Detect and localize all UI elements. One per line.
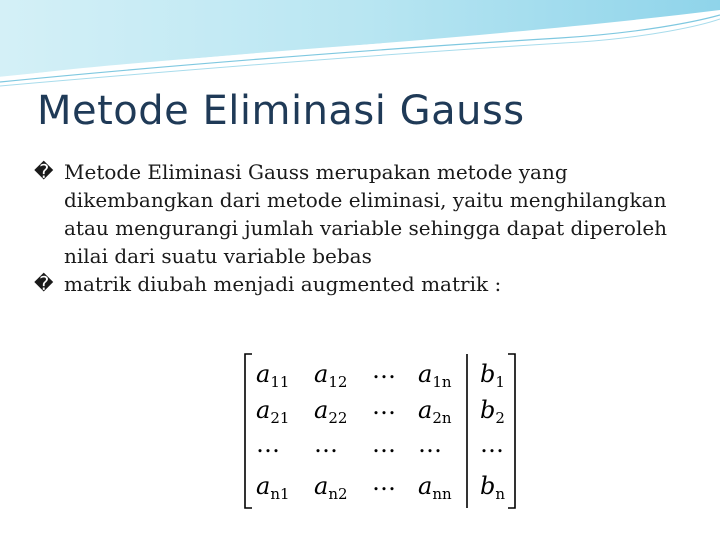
matrix-cell-subscript: n xyxy=(495,485,506,503)
matrix-cell-base: a xyxy=(418,396,433,424)
matrix-cell xyxy=(256,396,289,427)
matrix-cell xyxy=(480,472,505,503)
matrix-cell-base: a xyxy=(314,396,329,424)
bullet-list xyxy=(34,158,704,298)
bullet-text: matrik diubah menjadi augmented matrik : xyxy=(64,272,502,296)
bullet-marker-icon: � xyxy=(34,273,54,295)
matrix-cell xyxy=(418,430,442,458)
matrix-cell-base: b xyxy=(480,396,496,424)
matrix-cell-base: … xyxy=(372,430,396,458)
matrix-cell-subscript: 1 xyxy=(495,373,505,391)
matrix-cell xyxy=(418,396,452,427)
matrix-cell xyxy=(480,430,504,458)
matrix-cell-base: a xyxy=(256,472,271,500)
matrix-cell-base: … xyxy=(314,430,338,458)
matrix-cell-subscript: 21 xyxy=(270,409,290,427)
matrix-cell-base: … xyxy=(372,356,396,384)
slide-title: Metode Eliminasi Gauss xyxy=(37,88,525,134)
matrix-cell xyxy=(372,356,396,384)
augmented-matrix xyxy=(240,348,530,518)
matrix-cell xyxy=(418,360,452,391)
matrix-cell-base: … xyxy=(372,392,396,420)
matrix-cell-base: b xyxy=(480,472,496,500)
matrix-cell-base: a xyxy=(314,360,329,388)
matrix-cell-subscript: 2n xyxy=(432,409,452,427)
matrix-cell-subscript: n2 xyxy=(328,485,348,503)
matrix-cell xyxy=(372,430,396,458)
matrix-cell xyxy=(314,472,348,503)
matrix-cell-base: … xyxy=(480,430,504,458)
matrix-cell-base: b xyxy=(480,360,496,388)
matrix-cell xyxy=(314,360,347,391)
matrix-cell-base: … xyxy=(256,430,280,458)
matrix-cell-subscript: 12 xyxy=(328,373,348,391)
bullet-marker-icon: � xyxy=(34,161,54,183)
right-bracket xyxy=(508,354,515,508)
matrix-cell xyxy=(418,472,452,503)
matrix-cell-base: a xyxy=(418,472,433,500)
matrix-cell-subscript: 11 xyxy=(270,373,290,391)
matrix-cell-base: a xyxy=(256,396,271,424)
matrix-cell xyxy=(256,360,289,391)
matrix-cell-base: a xyxy=(256,360,271,388)
matrix-cell-base: a xyxy=(418,360,433,388)
bullet-item xyxy=(34,158,704,270)
decorative-header-band xyxy=(0,0,720,90)
matrix-cell xyxy=(372,468,396,496)
matrix-cell xyxy=(256,472,290,503)
matrix-cell-base: … xyxy=(372,468,396,496)
matrix-cell xyxy=(480,396,505,427)
matrix-cell-base: a xyxy=(314,472,329,500)
augmented-matrix-svg xyxy=(240,348,530,513)
matrix-cell-subscript: 22 xyxy=(328,409,348,427)
bullet-text: Metode Eliminasi Gauss merupakan metode yang dikembangkan dari metode eliminasi, yaitu menghilangkan atau mengurangi jumlah variable sehingga dapat diperoleh nilai dari suatu variable bebas xyxy=(64,160,668,268)
matrix-cell xyxy=(314,396,347,427)
matrix-cell-subscript: n1 xyxy=(270,485,290,503)
bullet-item xyxy=(34,270,704,298)
matrix-cell-subscript: nn xyxy=(432,485,452,503)
left-bracket xyxy=(245,354,252,508)
matrix-cell xyxy=(314,430,338,458)
matrix-cell xyxy=(372,392,396,420)
matrix-cell xyxy=(480,360,505,391)
matrix-cell xyxy=(256,430,280,458)
matrix-cell-base: … xyxy=(418,430,442,458)
matrix-cell-subscript: 1n xyxy=(432,373,452,391)
matrix-cell-subscript: 2 xyxy=(495,409,505,427)
